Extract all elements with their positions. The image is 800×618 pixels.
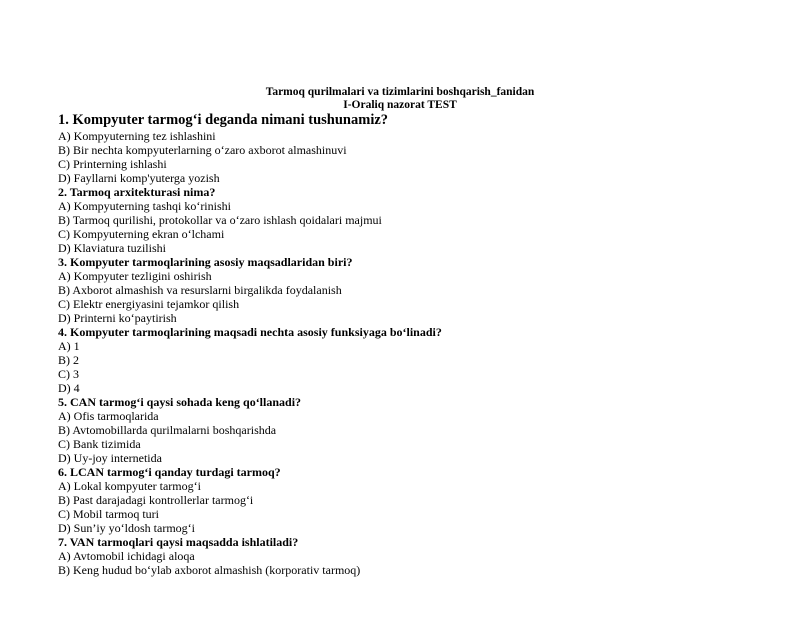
answer-option-c: C) 3 xyxy=(58,367,79,381)
answer-option-c: C) Bank tizimida xyxy=(58,437,141,451)
answer-option-d: D) Klaviatura tuzilishi xyxy=(58,241,166,255)
question-1 xyxy=(58,112,758,185)
question-text: 3. Kompyuter tarmoqlarining asosiy maqsadlaridan biri? xyxy=(58,255,353,269)
answer-option-d: D) 4 xyxy=(58,381,80,395)
answer-option-a: A) Ofis tarmoqlarida xyxy=(58,409,159,423)
answer-option-d: D) Sun’iy yo‘ldosh tarmog‘i xyxy=(58,521,195,535)
question-text: 6. LCAN tarmog‘i qanday turdagi tarmoq? xyxy=(58,465,281,479)
answer-option-d: D) Printerni ko‘paytirish xyxy=(58,311,177,325)
question-text: 7. VAN tarmoqlari qaysi maqsadda ishlatiladi? xyxy=(58,535,299,549)
answer-option-b: B) Avtomobillarda qurilmalarni boshqarishda xyxy=(58,423,277,437)
answer-option-d: D) Fayllarni komp'yuterga yozish xyxy=(58,171,220,185)
question-text: 1. Kompyuter tarmog‘i deganda nimani tushunamiz? xyxy=(58,112,389,128)
answer-option-a: A) Kompyuterning tez ishlashini xyxy=(58,129,216,143)
answer-option-a: A) Kompyuterning tashqi ko‘rinishi xyxy=(58,199,231,213)
question-3 xyxy=(58,255,758,325)
answer-option-a: A) Lokal kompyuter tarmog‘i xyxy=(58,479,201,493)
question-7 xyxy=(58,535,758,577)
document-header xyxy=(0,86,800,112)
question-text: 4. Kompyuter tarmoqlarining maqsadi nechta asosiy funksiyaga bo‘linadi? xyxy=(58,325,442,339)
answer-option-c: C) Mobil tarmoq turi xyxy=(58,507,159,521)
answer-option-c: C) Printerning ishlashi xyxy=(58,157,167,171)
answer-option-c: C) Elektr energiyasini tejamkor qilish xyxy=(58,297,240,311)
answer-option-b: B) 2 xyxy=(58,353,79,367)
answer-option-b: B) Tarmoq qurilishi, protokollar va o‘zaro ishlash qoidalari majmui xyxy=(58,213,382,227)
answer-option-b: B) Bir nechta kompyuterlarning o‘zaro axborot almashinuvi xyxy=(58,143,347,157)
question-6 xyxy=(58,465,758,535)
document-title: Tarmoq qurilmalari va tizimlarini boshqarish_fanidan xyxy=(265,86,535,98)
answer-option-d: D) Uy-joy internetida xyxy=(58,451,162,465)
question-text: 5. CAN tarmog‘i qaysi sohada keng qo‘llanadi? xyxy=(58,395,302,409)
answer-option-c: C) Kompyuterning ekran o‘lchami xyxy=(58,227,225,241)
question-list xyxy=(58,112,758,577)
document-subtitle: I-Oraliq nazorat TEST xyxy=(343,99,457,111)
question-text: 2. Tarmoq arxitekturasi nima? xyxy=(58,185,216,199)
question-5 xyxy=(58,395,758,465)
answer-option-a: A) 1 xyxy=(58,339,80,353)
answer-option-b: B) Past darajadagi kontrollerlar tarmog‘i xyxy=(58,493,254,507)
answer-option-b: B) Keng hudud bo‘ylab axborot almashish (korporativ tarmoq) xyxy=(58,563,361,577)
question-2 xyxy=(58,185,758,255)
answer-option-a: A) Avtomobil ichidagi aloqa xyxy=(58,549,195,563)
answer-option-a: A) Kompyuter tezligini oshirish xyxy=(58,269,212,283)
answer-option-b: B) Axborot almashish va resurslarni birgalikda foydalanish xyxy=(58,283,342,297)
question-4 xyxy=(58,325,758,395)
